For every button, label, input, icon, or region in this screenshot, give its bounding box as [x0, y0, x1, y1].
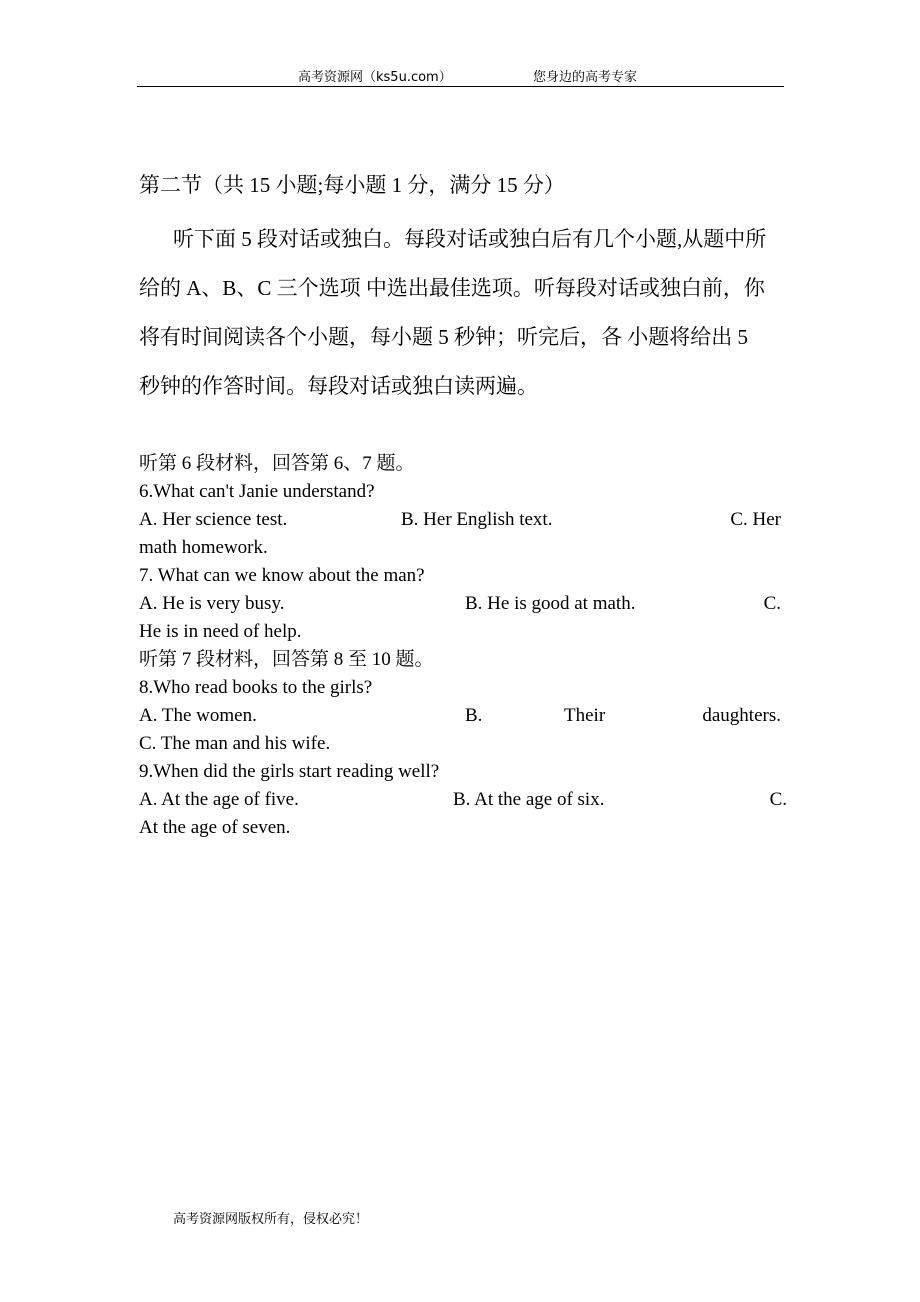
- instruction-text: 秒钟的作答时间。每段对话或独白读两遍。: [139, 374, 538, 398]
- group-heading: 听第 7 段材料，回答第 8 至 10 题。: [139, 649, 434, 670]
- copyright-footer: 高考资源网版权所有，侵权必究！: [173, 1212, 369, 1227]
- option-c: C. Her: [730, 509, 781, 530]
- instruction-text: 给的 A、B、C 三个选项 中选出最佳选项。听每段对话或独白前，你: [139, 276, 765, 300]
- option-b-text: Their: [564, 705, 606, 726]
- instruction-line: [139, 362, 787, 411]
- question-6: 6.What can't Janie understand?: [139, 481, 375, 502]
- option-b: B.: [465, 705, 483, 726]
- question-7-options: [139, 590, 787, 618]
- option-b: B. Her English text.: [401, 509, 553, 530]
- option-c-continued: At the age of seven.: [139, 817, 291, 838]
- option-a: A. Her science test.: [139, 509, 288, 530]
- header-slogan: 您身边的高考专家: [533, 70, 638, 85]
- option-c: C.: [763, 593, 781, 614]
- group-heading: 听第 6 段材料，回答第 6、7 题。: [139, 453, 415, 474]
- option-a: A. He is very busy.: [139, 593, 285, 614]
- instructions: [139, 215, 787, 411]
- option-b: B. At the age of six.: [453, 789, 605, 810]
- instruction-line: [139, 313, 787, 362]
- option-a: A. At the age of five.: [139, 789, 299, 810]
- instruction-text: 将有时间阅读各个小题，每小题 5 秒钟；听完后，各 小题将给出 5: [139, 325, 748, 349]
- option-c: C. The man and his wife.: [139, 733, 331, 754]
- question-8: 8.Who read books to the girls?: [139, 677, 373, 698]
- option-a: A. The women.: [139, 705, 257, 726]
- question-8-options: [139, 702, 787, 730]
- instruction-line: [139, 264, 787, 313]
- question-7: 7. What can we know about the man?: [139, 565, 425, 586]
- question-6-options: [139, 506, 787, 534]
- option-c: C.: [769, 789, 787, 810]
- instruction-line: [139, 215, 787, 264]
- section-title: 第二节（共 15 小题;每小题 1 分，满分 15 分）: [139, 173, 565, 197]
- option-c-continued: He is in need of help.: [139, 621, 302, 642]
- page-header: [137, 62, 784, 87]
- instruction-text: 听下面 5 段对话或独白。每段对话或独白后有几个小题,从题中所: [173, 227, 767, 251]
- header-source: 高考资源网（ks5u.com）: [298, 70, 452, 85]
- option-c-continued: math homework.: [139, 537, 268, 558]
- question-9-options: [139, 786, 787, 814]
- option-b: B. He is good at math.: [465, 593, 636, 614]
- question-9: 9.When did the girls start reading well?: [139, 761, 440, 782]
- option-b-text: daughters.: [702, 705, 781, 726]
